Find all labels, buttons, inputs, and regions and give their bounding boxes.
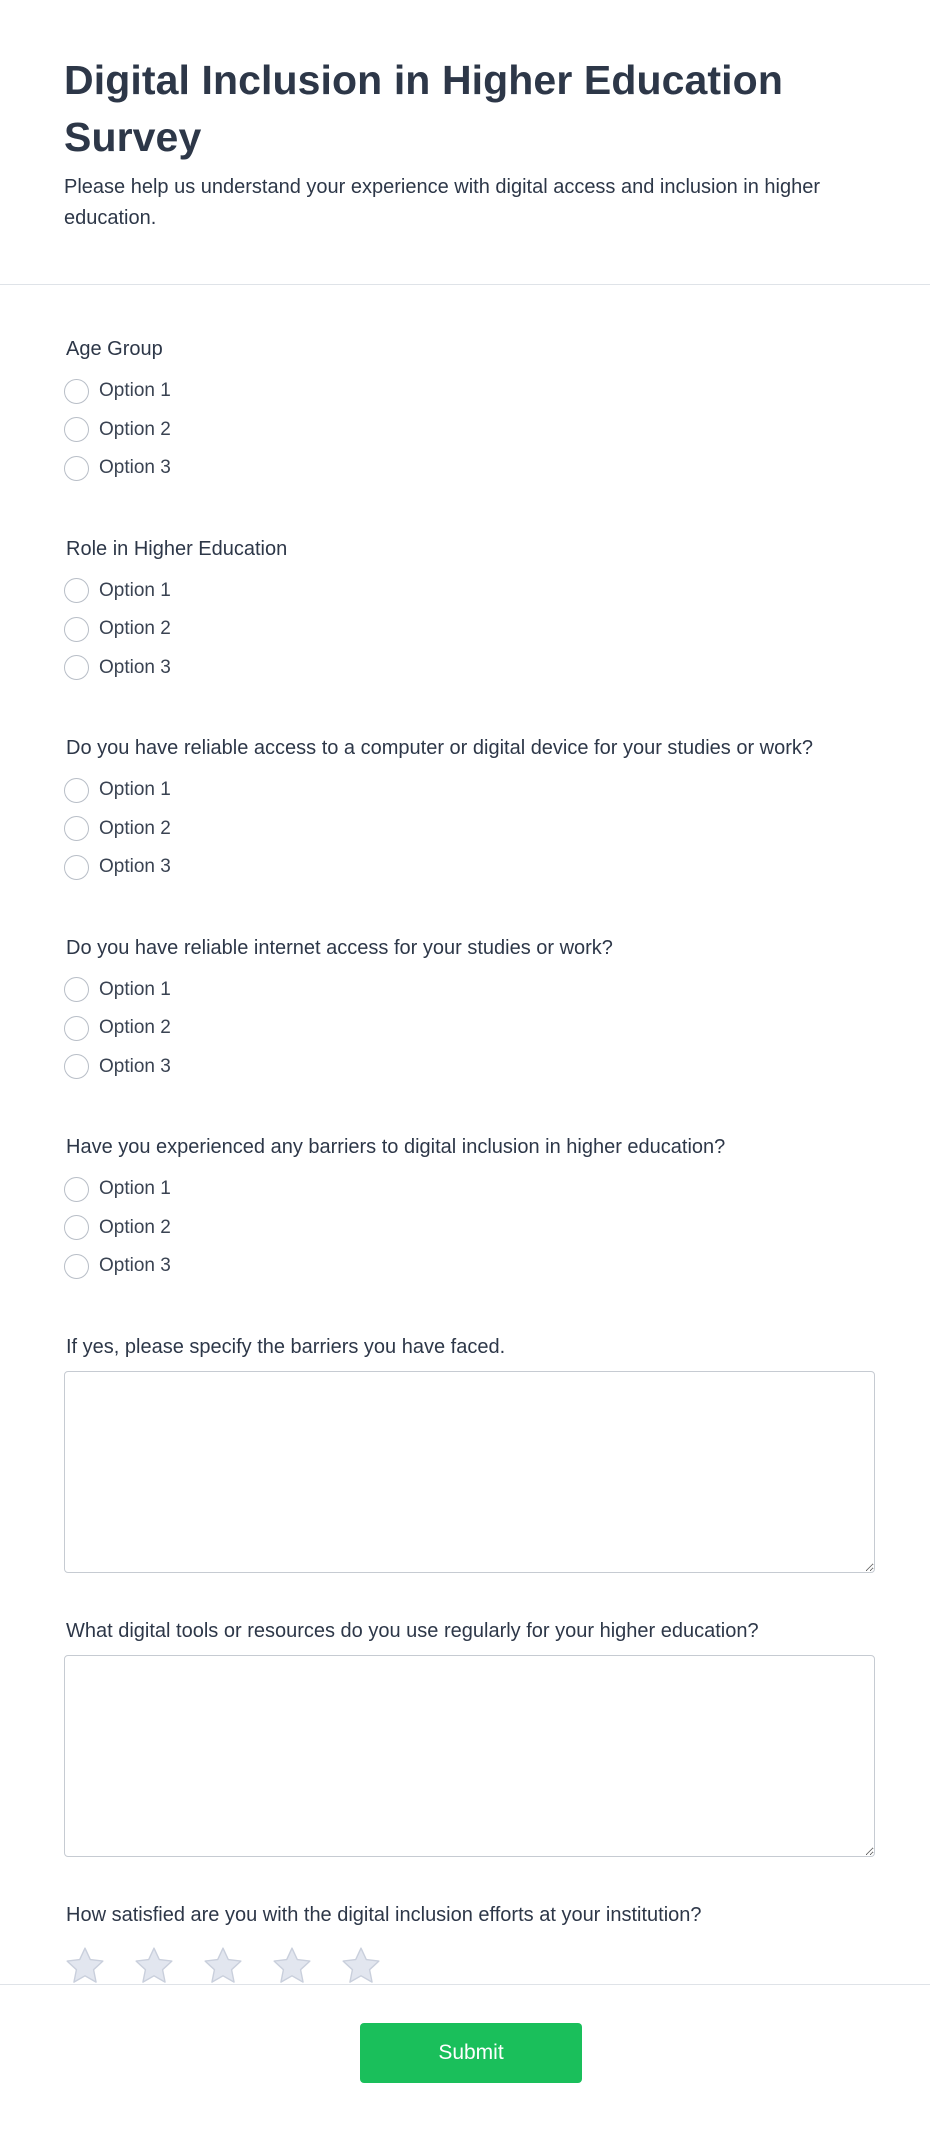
option-label: Option 1 (99, 1178, 171, 1200)
question-barriers-detail (64, 1333, 866, 1573)
option-label: Option 3 (99, 1255, 171, 1277)
option-label: Option 3 (99, 656, 171, 678)
option-label: Option 2 (99, 618, 171, 640)
question-age-group (64, 335, 866, 488)
option-label: Option 2 (99, 1017, 171, 1039)
star-icon[interactable] (202, 1945, 244, 1987)
radio-option[interactable] (64, 572, 866, 611)
question-label: Do you have reliable internet access for your studies or work? (66, 936, 613, 959)
radio-option[interactable] (64, 1247, 866, 1286)
radio-option[interactable] (64, 610, 866, 649)
question-label: Role in Higher Education (66, 537, 288, 560)
radio-button[interactable] (64, 379, 89, 404)
radio-button[interactable] (64, 816, 89, 841)
option-label: Option 1 (99, 579, 171, 601)
star-icon[interactable] (133, 1945, 175, 1987)
radio-option[interactable] (64, 1170, 866, 1209)
question-satisfaction-rating (64, 1901, 866, 1987)
option-label: Option 1 (99, 779, 171, 801)
question-role (64, 535, 866, 688)
option-label: Option 2 (99, 1216, 171, 1238)
radio-button[interactable] (64, 778, 89, 803)
option-label: Option 2 (99, 817, 171, 839)
radio-button[interactable] (64, 456, 89, 481)
radio-option[interactable] (64, 372, 866, 411)
radio-option[interactable] (64, 771, 866, 810)
survey-header (0, 0, 930, 285)
question-barriers (64, 1133, 866, 1286)
radio-option[interactable] (64, 971, 866, 1010)
radio-button[interactable] (64, 578, 89, 603)
radio-option[interactable] (64, 1209, 866, 1248)
question-digital-tools (64, 1617, 866, 1857)
radio-button[interactable] (64, 1254, 89, 1279)
radio-button[interactable] (64, 617, 89, 642)
radio-option[interactable] (64, 449, 866, 488)
radio-button[interactable] (64, 855, 89, 880)
question-label: Have you experienced any barriers to digital inclusion in higher education? (66, 1136, 726, 1158)
question-label: What digital tools or resources do you use regularly for your higher education? (66, 1619, 759, 1642)
radio-option[interactable] (64, 1009, 866, 1048)
barriers-textarea[interactable] (64, 1371, 875, 1573)
radio-button[interactable] (64, 1215, 89, 1240)
form-footer (0, 1984, 930, 2131)
star-icon[interactable] (271, 1945, 313, 1987)
radio-button[interactable] (64, 1054, 89, 1079)
radio-option[interactable] (64, 649, 866, 688)
radio-option[interactable] (64, 848, 866, 887)
page-title: Digital Inclusion in Higher Education Survey (64, 57, 783, 160)
question-label: If yes, please specify the barriers you have faced. (66, 1335, 506, 1358)
question-label: Do you have reliable access to a computer or digital device for your studies or work? (66, 737, 814, 759)
option-label: Option 1 (99, 978, 171, 1000)
option-label: Option 3 (99, 1055, 171, 1077)
star-icon[interactable] (340, 1945, 382, 1987)
question-label: Age Group (66, 338, 163, 360)
question-internet-access (64, 934, 866, 1087)
star-icon[interactable] (64, 1945, 106, 1987)
page-subtitle: Please help us understand your experience with digital access and inclusion in higher education. (64, 176, 821, 229)
submit-button[interactable]: Submit (360, 2023, 582, 2083)
radio-option[interactable] (64, 810, 866, 849)
option-label: Option 3 (99, 457, 171, 479)
star-rating (64, 1945, 866, 1987)
radio-option[interactable] (64, 1048, 866, 1087)
question-label: How satisfied are you with the digital inclusion efforts at your institution? (66, 1903, 702, 1926)
option-label: Option 3 (99, 856, 171, 878)
question-device-access (64, 734, 866, 887)
digital-tools-textarea[interactable] (64, 1655, 875, 1857)
option-label: Option 1 (99, 380, 171, 402)
radio-option[interactable] (64, 411, 866, 450)
radio-button[interactable] (64, 1016, 89, 1041)
radio-button[interactable] (64, 417, 89, 442)
radio-button[interactable] (64, 655, 89, 680)
radio-button[interactable] (64, 1177, 89, 1202)
survey-form (0, 285, 930, 1987)
radio-button[interactable] (64, 977, 89, 1002)
option-label: Option 2 (99, 418, 171, 440)
